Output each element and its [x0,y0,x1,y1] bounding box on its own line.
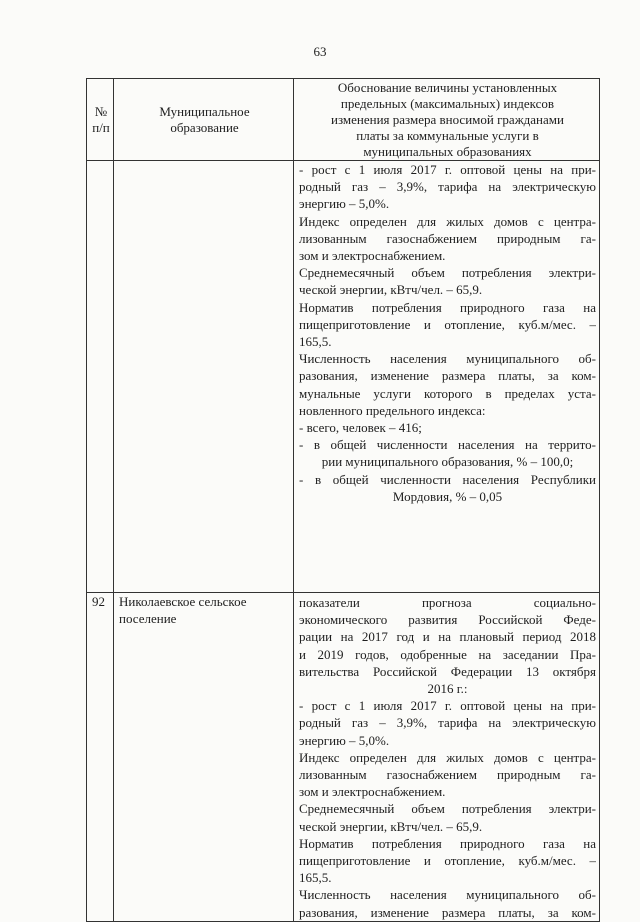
header-justification-line: предельных (максимальных) индексов [340,95,555,111]
header-municipality [114,79,294,161]
justification-line: Среднемесячный объем потребления электри- [299,265,596,281]
justification-line: родный газ – 3,9%, тарифа на электрическую [299,179,596,195]
justification-line: 2016 г.: [427,681,468,697]
row-justification [294,161,600,593]
justification-line: экономического развития Российской Феде- [299,612,596,628]
justification-line: Индекс определен для жилых домов с центра- [299,749,596,765]
justification-line: рации на 2017 год и на плановый период 2018 [299,629,596,645]
row-municipality [114,593,294,922]
justification-line: Норматив потребления природного газа на [299,299,596,315]
justification-line: разования, изменение размера платы, за ком- [299,904,596,920]
justification-line: пищеприготовление и отопление, куб.м/мес. – [299,853,596,869]
justification-line: показатели прогноза социально- [299,595,596,610]
justification-line: - в общей численности населения Республики [299,471,596,487]
tariff-index-table [86,78,600,922]
justification-line: Индекс определен для жилых домов с центра- [299,213,596,229]
justification-line: ческой энергии, кВтч/чел. – 65,9. [299,818,483,834]
header-municipality-line: образование [170,119,239,135]
justification-line: энергию – 5,0%. [299,196,390,212]
table-header [87,79,600,161]
justification-line: энергию – 5,0%. [299,732,390,748]
justification-line: - всего, человек – 416; [299,420,422,436]
justification-line: - рост с 1 июля 2017 г. оптовой цены на при- [299,698,596,714]
justification-line: - в общей численности населения на террито- [299,437,596,453]
table-row [87,161,600,593]
justification-line: Численность населения муниципального об- [299,887,596,903]
header-justification-line: платы за коммунальные услуги в [356,127,539,143]
justification-line: Численность населения муниципального об- [299,351,596,367]
justification-line: зом и электроснабжением. [299,784,446,800]
justification-line: 165,5. [299,870,332,886]
justification-line: родный газ – 3,9%, тарифа на электрическую [299,715,596,731]
row-municipality [114,161,294,593]
justification-line: 165,5. [299,334,332,350]
justification-line: разования, изменение размера платы, за ком- [299,368,596,384]
justification-line: ческой энергии, кВтч/чел. – 65,9. [299,282,483,298]
municipality-name-line: поселение [119,611,177,627]
header-justification-line: муниципальных образованиях [363,143,532,159]
row-number: 92 [87,593,114,922]
header-municipality-line: Муниципальное [159,103,250,119]
justification-line: и 2019 годов, одобренные на заседании Пра- [299,646,596,662]
justification-line: мунальные услуги которого в пределах уста- [299,385,596,401]
header-number-line: № [94,103,108,119]
header-justification [294,79,600,161]
justification-line: лизованным газоснабжением природным га- [299,230,596,246]
justification-line: лизованным газоснабжением природным га- [299,767,596,783]
header-justification-line: изменения размера вносимой гражданами [331,111,564,127]
justification-line: зом и электроснабжением. [299,248,446,264]
row-justification [294,593,600,922]
justification-line: - рост с 1 июля 2017 г. оптовой цены на при- [299,162,596,177]
justification-line: вительства Российской Федерации 13 октября [299,663,596,679]
table-row [87,593,600,922]
justification-line: Норматив потребления природного газа на [299,835,596,851]
justification-line: рии муниципального образования, % – 100,0; [321,454,574,470]
header-number [87,79,114,161]
municipality-name-line: Николаевское сельское [119,594,247,609]
row-number [87,161,114,593]
justification-line: Мордовия, % – 0,05 [392,488,503,504]
page-number: 63 [313,44,327,59]
header-justification-line: Обоснование величины установленных [337,79,558,95]
justification-line: новленного предельного индекса: [299,402,486,418]
header-number-line: п/п [92,119,110,135]
justification-line: Среднемесячный объем потребления электри- [299,801,596,817]
justification-line: пищеприготовление и отопление, куб.м/мес. – [299,316,596,332]
